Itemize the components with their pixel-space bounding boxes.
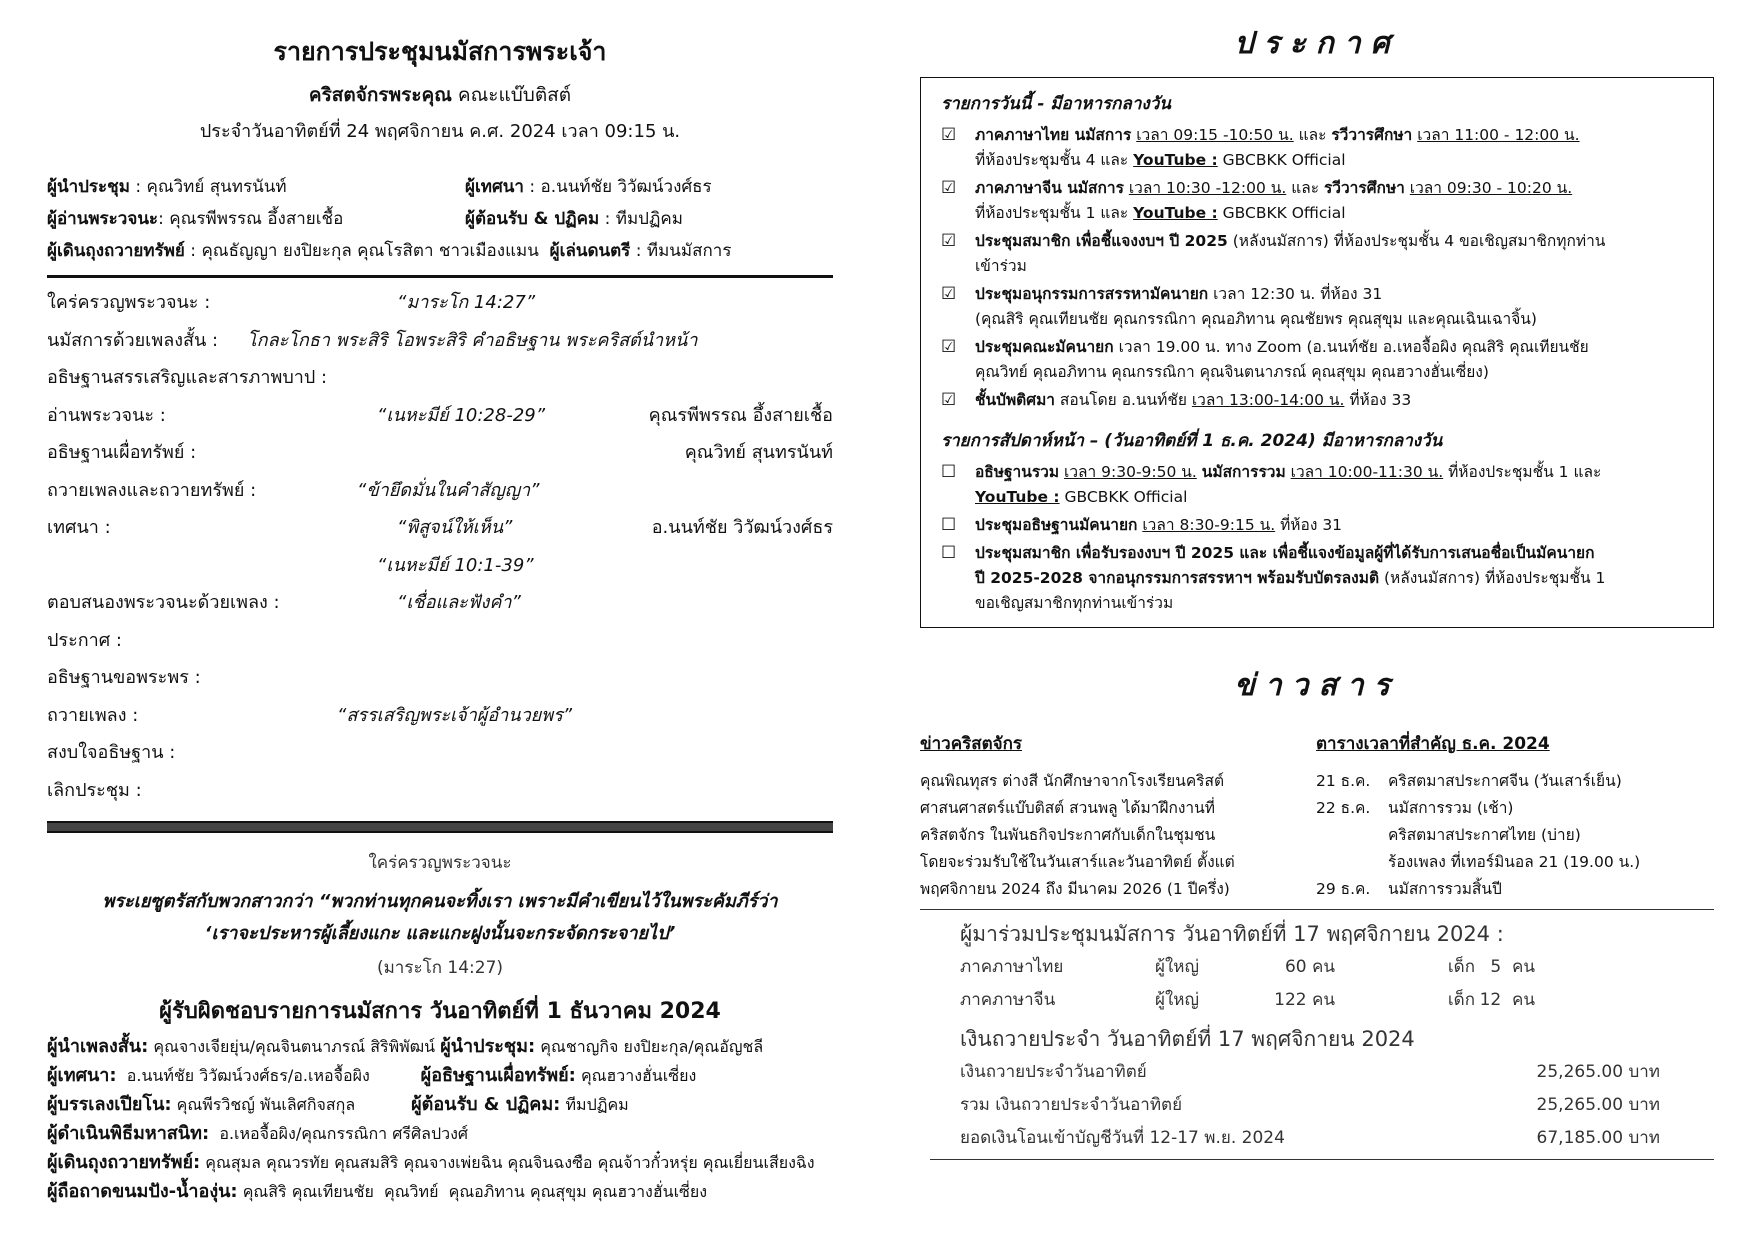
announcement-line [975, 229, 1605, 254]
announcement-text: เวลา 09:15 -10:50 น. [1136, 126, 1294, 144]
news-line: คุณพิณทุสร ต่างสี นักศึกษาจากโรงเรียนคริสต์ [920, 772, 1225, 790]
responsible-row [47, 1032, 833, 1061]
verse-reference: (มาระโก 14:27) [376, 958, 504, 978]
role-row: ผู้เดินถุงถวายทรัพย์ : คุณธัญญา ยงปิยะกุล คุณโรสิตา ชาวเมืองแมน ผู้เล่นดนตรี : ทีมนมัสการ [47, 235, 833, 267]
church-news-heading: ข่าวคริสตจักร [920, 734, 1023, 754]
child-count: 5 คน [1490, 957, 1535, 977]
announcement-body [975, 541, 1605, 616]
responsible-role: ผู้เทศนา: [47, 1065, 117, 1086]
announcement-text: ภาคภาษาไทย นมัสการ [975, 126, 1132, 144]
announcement-line [975, 201, 1572, 226]
announcement-line [975, 591, 1605, 616]
order-item [47, 397, 833, 435]
announcement-line [975, 307, 1537, 332]
announcement-item [941, 388, 1697, 413]
role-row: ผู้นำประชุม : คุณวิทย์ สุนทรนันท์ ผู้เทศนา : อ.นนท์ชัย วิวัฒน์วงศ์ธร [47, 177, 712, 197]
announcement-item [941, 335, 1697, 385]
announcement-line [975, 460, 1601, 485]
role-row: ผู้อ่านพระวจนะ: คุณรพีพรรณ อึ้งสายเชื้อ ผู้ต้อนรับ & ปฏิคม : ทีมปฏิคม [47, 209, 683, 229]
announcement-text: ประชุมสมาชิก เพื่อชี้แจงงบฯ ปี 2025 [975, 232, 1228, 250]
order-item [47, 547, 833, 585]
responsible-names: อ.เหอจื้อผิง/คุณกรรณิกา ศรีศิลปวงศ์ [209, 1124, 469, 1143]
order-item-person: คุณรพีพรรณ อึ้งสายเชื้อ [648, 404, 833, 426]
announcement-text: YouTube : [1133, 151, 1218, 169]
order-item-label: ถวายเพลง : [47, 704, 139, 726]
order-item-label: เทศนา : [47, 517, 111, 538]
announcement-body [975, 229, 1605, 279]
announcement-text: ที่ห้องประชุมชั้น 1 และ [975, 204, 1134, 222]
announcement-text: ชั้นบัพติศมา [975, 391, 1055, 409]
child-label: เด็ก [1447, 990, 1475, 1010]
checked-box-icon: ☑ [941, 337, 957, 357]
order-item-person: อ.นนท์ชัย วิวัฒน์วงศ์ธร [651, 517, 833, 538]
attendance-group: ภาคภาษาจีน [960, 990, 1056, 1010]
announcement-text: เวลา 13:00-14:00 น. [1191, 391, 1345, 409]
news-line: โดยจะร่วมรับใช้ในวันเสาร์และวันอาทิตย์ ตั้งแต่ [920, 853, 1235, 871]
announcement-text: เวลา 10:30 -12:00 น. [1128, 179, 1287, 197]
news-line: พฤศจิกายน 2024 ถึง มีนาคม 2026 (1 ปีครึ่ง) [920, 880, 1230, 898]
announcement-text: ที่ห้องประชุมชั้น 1 และ [1443, 463, 1602, 481]
church-denomination: คณะแบ๊บติสต์ [457, 84, 572, 106]
offering-row [960, 1056, 1660, 1089]
attendance-section [960, 918, 1714, 1155]
role-label: ผู้นำประชุม [47, 177, 130, 197]
role-label: ผู้เทศนา [465, 177, 524, 197]
announcement-text: คุณวิทย์ คุณอภิทาน คุณกรรณิกา คุณจินตนาภรณ์ คุณสุขุม คุณฮวางฮั่นเซี่ยง) [975, 363, 1489, 381]
attendance-row [960, 951, 1714, 984]
responsible-role: ผู้เดินถุงถวายทรัพย์: [47, 1152, 201, 1173]
role-label: ผู้เล่นดนตรี [549, 241, 631, 261]
announcement-line [975, 282, 1537, 307]
calendar-row [1316, 876, 1714, 903]
announcement-text: YouTube : [975, 488, 1060, 506]
responsible-names: คุณจางเจียยุ่น/คุณจินตนาภรณ์ สิริพิพัฒน์ [148, 1037, 441, 1056]
adult-label: ผู้ใหญ่ [1155, 957, 1199, 977]
church-name-bold: คริสตจักรพระคุณ [308, 84, 452, 106]
divider [930, 1159, 1714, 1160]
announcement-text: ที่ห้อง 33 [1344, 391, 1412, 409]
order-item-detail: “เนหะมีย์ 10:28-29” [377, 404, 546, 426]
announcement-line [975, 485, 1601, 510]
responsible-row [47, 1119, 833, 1148]
announcement-text: ภาคภาษาจีน นมัสการ [975, 179, 1124, 197]
child-label: เด็ก [1447, 957, 1475, 977]
order-item-label: อ่านพระวจนะ : [47, 404, 166, 426]
announcements-title: ประกาศ [1234, 26, 1400, 61]
news-section [920, 731, 1714, 903]
announcement-line [975, 360, 1589, 385]
order-item [47, 509, 833, 547]
next-week-list [941, 460, 1697, 616]
church-news-text [920, 768, 1316, 903]
announcement-text: ปี 2025-2028 จากอนุกรรมการสรรหาฯ พร้อมรับบัตรลงมติ [975, 569, 1380, 587]
announcement-line [975, 513, 1342, 538]
announcement-line [975, 254, 1605, 279]
announcement-line [975, 566, 1605, 591]
announcement-body [975, 282, 1537, 332]
calendar-date: 21 ธ.ค. [1316, 772, 1371, 790]
calendar-row [1316, 768, 1714, 795]
empty-box-icon: ☐ [941, 515, 957, 535]
responsible-names: คุณฮวางฮั่นเซี่ยง [575, 1066, 697, 1085]
order-item-detail: “เชื่อและฟังคำ” [397, 592, 521, 613]
order-item [47, 622, 833, 660]
announcement-text: เวลา 10:00-11:30 น. [1290, 463, 1444, 481]
order-item-person: คุณวิทย์ สุนทรนันท์ [684, 442, 833, 463]
announcement-body [975, 176, 1572, 226]
news-line: คริสตจักร ในพันธกิจประกาศกับเด็กในชุมชน [920, 826, 1216, 844]
attendance-group: ภาคภาษาไทย [960, 957, 1064, 977]
service-title: รายการประชุมนมัสการพระเจ้า [273, 37, 607, 66]
announcement-text: ประชุมอนุกรรมการสรรหามัคนายก [975, 285, 1209, 303]
announcement-text: เวลา 11:00 - 12:00 น. [1417, 126, 1580, 144]
service-date: ประจำวันอาทิตย์ที่ 24 พฤศจิกายน ค.ศ. 2024 เวลา 09:15 น. [199, 121, 681, 142]
announcement-text: ที่ห้องประชุมชั้น 4 และ [975, 151, 1134, 169]
calendar-date [1316, 822, 1388, 849]
announcement-text: สอนโดย อ.นนท์ชัย [1055, 391, 1192, 409]
order-item-label: ตอบสนองพระวจนะด้วยเพลง : [47, 592, 280, 613]
announcement-item [941, 229, 1697, 279]
announcements-box [920, 77, 1714, 628]
responsible-names: คุณสิริ คุณเทียนชัย คุณวิทย์ คุณอภิทาน คุณสุขุม คุณฮวางฮั่นเซี่ยง [237, 1182, 708, 1201]
calendar-event: คริสตมาสประกาศจีน (วันเสาร์เย็น) [1388, 772, 1622, 790]
order-item-label: อธิษฐานสรรเสริญและสารภาพบาป : [47, 367, 328, 388]
offering-label: เงินถวายประจำวันอาทิตย์ [960, 1062, 1147, 1082]
responsible-list [47, 1032, 833, 1206]
child-count: 12 คน [1479, 990, 1535, 1010]
announcement-body [975, 513, 1342, 538]
announcement-text: รวีวารศึกษา [1331, 126, 1413, 144]
order-item-detail: “เนหะมีย์ 10:1-39” [377, 554, 534, 576]
responsible-names: คุณพีรวิชญ์ พันเลิศกิจสกุล [171, 1095, 412, 1114]
responsible-names: อ.นนท์ชัย วิวัฒน์วงศ์ธร/อ.เหอจื้อผิง [116, 1066, 421, 1085]
responsible-role: ผู้บรรเลงเปียโน: [47, 1094, 172, 1115]
role-label: ผู้ต้อนรับ & ปฏิคม [465, 209, 600, 229]
announcement-text: รวีวารศึกษา [1323, 179, 1405, 197]
role-value: อ.นนท์ชัย วิวัฒน์วงศ์ธร [540, 177, 712, 197]
announcement-text: ประชุมคณะมัคนายก [975, 338, 1114, 356]
responsible-names: คุณสุมล คุณวรทัย คุณสมสิริ คุณจางเพ่ยฉิน คุณจินฉงซือ คุณจ้าวกั๋วหรุ่ย คุณเยี่ยนเสียงฉิง [200, 1153, 815, 1172]
double-divider [47, 821, 833, 833]
calendar-event: นมัสการรวม (เช้า) [1388, 799, 1514, 817]
order-item-detail: โกละโกธา พระสิริ โอพระสิริ คำอธิษฐาน พระคริสต์นำหน้า [247, 329, 698, 351]
offering-amount: 25,265.00 บาท [1536, 1095, 1660, 1115]
announcement-item [941, 176, 1697, 226]
news-title: ข่าวสาร [1234, 668, 1400, 703]
calendar-date: 22 ธ.ค. [1316, 799, 1371, 817]
announcement-item [941, 123, 1697, 173]
checked-box-icon: ☑ [941, 178, 957, 198]
order-item-detail: “มาระโก 14:27” [397, 292, 536, 313]
adult-label: ผู้ใหญ่ [1155, 990, 1199, 1010]
role-value: คุณรพีพรรณ อึ้งสายเชื้อ [169, 209, 344, 229]
announcement-text: ที่ห้อง 31 [1275, 516, 1343, 534]
calendar-row [1316, 849, 1714, 876]
verse-line: ‘เราจะประหารผู้เลี้ยงแกะ และแกะฝูงนั้นจะกระจัดกระจายไป’ [204, 923, 676, 944]
announcement-text: เวลา 09:30 - 10:20 น. [1409, 179, 1573, 197]
attendance-row [960, 984, 1714, 1017]
announcement-text: อธิษฐานรวม [975, 463, 1060, 481]
order-item-label: นมัสการด้วยเพลงสั้น : [47, 329, 219, 351]
responsible-role: ผู้อธิษฐานเผื่อทรัพย์: [420, 1065, 576, 1086]
offering-label: รวม เงินถวายประจำวันอาทิตย์ [960, 1095, 1183, 1115]
announcement-line [975, 541, 1605, 566]
role-value: ทีมนมัสการ [646, 241, 732, 261]
offering-heading: เงินถวายประจำ วันอาทิตย์ที่ 17 พฤศจิกายน 2024 [960, 1027, 1415, 1051]
offering-rows [960, 1056, 1714, 1155]
responsible-row [47, 1148, 833, 1177]
announcement-text: เข้าร่วม [975, 257, 1027, 275]
announcement-body [975, 388, 1411, 413]
announcement-text: ประชุมอธิษฐานมัคนายก [975, 516, 1138, 534]
announcement-text: GBCBKK Official [1059, 488, 1188, 506]
today-list [941, 123, 1697, 413]
church-name [47, 80, 833, 110]
order-item-label: อธิษฐานเผื่อทรัพย์ : [47, 442, 197, 463]
announcement-text: GBCBKK Official [1217, 204, 1346, 222]
order-of-service-column [47, 20, 833, 1206]
announcements-column [920, 20, 1714, 1160]
order-item [47, 359, 833, 397]
offering-row [960, 1089, 1660, 1122]
calendar-rows [1316, 768, 1714, 903]
announcement-item [941, 513, 1697, 538]
order-item [47, 322, 833, 360]
calendar-date: 29 ธ.ค. [1316, 880, 1371, 898]
responsible-role: ผู้นำเพลงสั้น: [47, 1036, 149, 1057]
announcement-text: (คุณสิริ คุณเทียนชัย คุณกรรณิกา คุณอภิทาน คุณชัยพร คุณสุขุม และคุณเฉินเฉาจิ้น) [975, 310, 1537, 328]
offering-amount: 67,185.00 บาท [1536, 1128, 1660, 1148]
offering-label: ยอดเงินโอนเข้าบัญชีวันที่ 12-17 พ.ย. 2024 [960, 1128, 1285, 1148]
announcement-line [975, 176, 1572, 201]
calendar-event: นมัสการรวมสิ้นปี [1388, 880, 1502, 898]
calendar-heading: ตารางเวลาที่สำคัญ ธ.ค. 2024 [1316, 734, 1550, 754]
adult-count: 122 คน [1274, 990, 1335, 1010]
responsible-role: ผู้นำประชุม: [440, 1036, 536, 1057]
responsible-row [47, 1090, 833, 1119]
role-value: คุณธัญญา ยงปิยะกุล คุณโรสิตา ชาวเมืองแมน [201, 241, 539, 261]
checked-box-icon: ☑ [941, 284, 957, 304]
verse-text [47, 886, 833, 950]
order-item-label: ประกาศ : [47, 629, 122, 651]
responsible-role: ผู้ต้อนรับ & ปฏิคม: [411, 1094, 561, 1115]
order-item [47, 697, 833, 735]
responsible-row [47, 1061, 833, 1090]
announcement-line [975, 123, 1580, 148]
offering-amount: 25,265.00 บาท [1536, 1062, 1660, 1082]
calendar [1316, 731, 1714, 903]
responsible-title: ผู้รับผิดชอบรายการนมัสการ วันอาทิตย์ที่ 1 ธันวาคม 2024 [159, 999, 721, 1024]
responsible-role: ผู้ถือถาดขนมปัง-น้ำองุ่น: [47, 1181, 238, 1202]
announcement-text: และ [1293, 126, 1332, 144]
divider [47, 275, 833, 278]
order-of-service [47, 284, 833, 809]
announcement-body [975, 123, 1580, 173]
role-label: ผู้อ่านพระวจนะ [47, 209, 159, 229]
announcement-text: เวลา 8:30-9:15 น. [1142, 516, 1276, 534]
checked-box-icon: ☑ [941, 231, 957, 251]
order-item-detail: “ข้ายึดมั่นในคำสัญญา” [357, 479, 540, 501]
announcement-line [975, 335, 1589, 360]
responsible-names: ทีมปฏิคม [560, 1095, 629, 1114]
next-week-heading: รายการสัปดาห์หน้า – (วันอาทิตย์ที่ 1 ธ.ค. 2024) มีอาหารกลางวัน [941, 431, 1443, 451]
calendar-event: ร้องเพลง ที่เทอร์มินอล 21 (19.00 น.) [1388, 853, 1641, 871]
order-item [47, 284, 833, 322]
adult-count: 60 คน [1284, 957, 1335, 977]
calendar-row [1316, 822, 1714, 849]
order-item-detail: “สรรเสริญพระเจ้าผู้อำนวยพร” [337, 704, 573, 726]
order-item [47, 772, 833, 810]
order-item [47, 659, 833, 697]
calendar-date [1316, 849, 1388, 876]
attendance-heading: ผู้มาร่วมประชุมนมัสการ วันอาทิตย์ที่ 17 พฤศจิกายน 2024 : [960, 922, 1504, 946]
announcement-line [975, 388, 1411, 413]
announcement-text: นมัสการรวม [1201, 463, 1286, 481]
order-item-label: อธิษฐานขอพระพร : [47, 667, 201, 688]
empty-box-icon: ☐ [941, 462, 957, 482]
announcement-body [975, 460, 1601, 510]
calendar-event: คริสตมาสประกาศไทย (บ่าย) [1388, 826, 1581, 844]
announcement-text: เวลา 12:30 น. ที่ห้อง 31 [1208, 285, 1383, 303]
announcement-text: และ [1286, 179, 1324, 197]
order-item [47, 584, 833, 622]
verse-line: พระเยซูตรัสกับพวกสาวกว่า “พวกท่านทุกคนจะทิ้งเรา เพราะมีคำเขียนไว้ในพระคัมภีร์ว่า [102, 891, 778, 912]
responsible-row [47, 1177, 833, 1206]
order-item [47, 472, 833, 510]
order-item [47, 434, 833, 472]
order-item-detail: “พิสูจน์ให้เห็น” [397, 517, 513, 538]
announcement-item [941, 460, 1697, 510]
service-roles [47, 171, 833, 267]
announcement-text: เวลา 9:30-9:50 น. [1064, 463, 1197, 481]
checked-box-icon: ☑ [941, 390, 957, 410]
role-value: ทีมปฏิคม [615, 209, 683, 229]
announcement-text: (หลังนมัสการ) ที่ห้องประชุมชั้น 4 ขอเชิญสมาชิกทุกท่าน [1227, 232, 1606, 250]
announcement-text: ขอเชิญสมาชิกทุกท่านเข้าร่วม [975, 594, 1174, 612]
attendance-rows [960, 951, 1714, 1017]
announcement-item [941, 282, 1697, 332]
announcement-body [975, 335, 1589, 385]
empty-box-icon: ☐ [941, 543, 957, 563]
order-item-label: ใคร่ครวญพระวจนะ : [47, 292, 211, 313]
divider [920, 909, 1714, 910]
order-item-label: เลิกประชุม : [47, 779, 142, 801]
announcement-text: GBCBKK Official [1217, 151, 1346, 169]
announcement-item [941, 541, 1697, 616]
responsible-names: คุณชาญกิจ ยงปิยะกุล/คุณอัญชลี [535, 1037, 764, 1056]
calendar-row [1316, 795, 1714, 822]
announcement-text: ประชุมสมาชิก เพื่อรับรองงบฯ ปี 2025 และ เพื่อชี้แจงข้อมูลผู้ที่ได้รับการเสนอชื่อเป็นมัคนายก [975, 544, 1595, 562]
verse-heading: ใคร่ครวญพระวจนะ [368, 853, 512, 873]
role-value: คุณวิทย์ สุนทรนันท์ [146, 177, 287, 197]
order-item-label: ถวายเพลงและถวายทรัพย์ : [47, 479, 257, 501]
announcement-text: (หลังนมัสการ) ที่ห้องประชุมชั้น 1 [1379, 569, 1606, 587]
order-item [47, 734, 833, 772]
checked-box-icon: ☑ [941, 125, 957, 145]
announcement-text: YouTube : [1133, 204, 1218, 222]
responsible-role: ผู้ดำเนินพิธีมหาสนิท: [47, 1123, 210, 1144]
role-label: ผู้เดินถุงถวายทรัพย์ [47, 241, 185, 261]
news-line: ศาสนศาสตร์แบ๊บติสต์ สวนพลู ได้มาฝึกงานที่ [920, 799, 1215, 817]
announcement-line [975, 148, 1580, 173]
order-item-label: สงบใจอธิษฐาน : [47, 742, 176, 763]
offering-row [960, 1122, 1660, 1155]
today-heading: รายการวันนี้ - มีอาหารกลางวัน [941, 94, 1171, 114]
church-news [920, 731, 1316, 903]
announcement-text: เวลา 19.00 น. ทาง Zoom (อ.นนท์ชัย อ.เหอจื้อผิง คุณสิริ คุณเทียนชัย [1113, 338, 1589, 356]
